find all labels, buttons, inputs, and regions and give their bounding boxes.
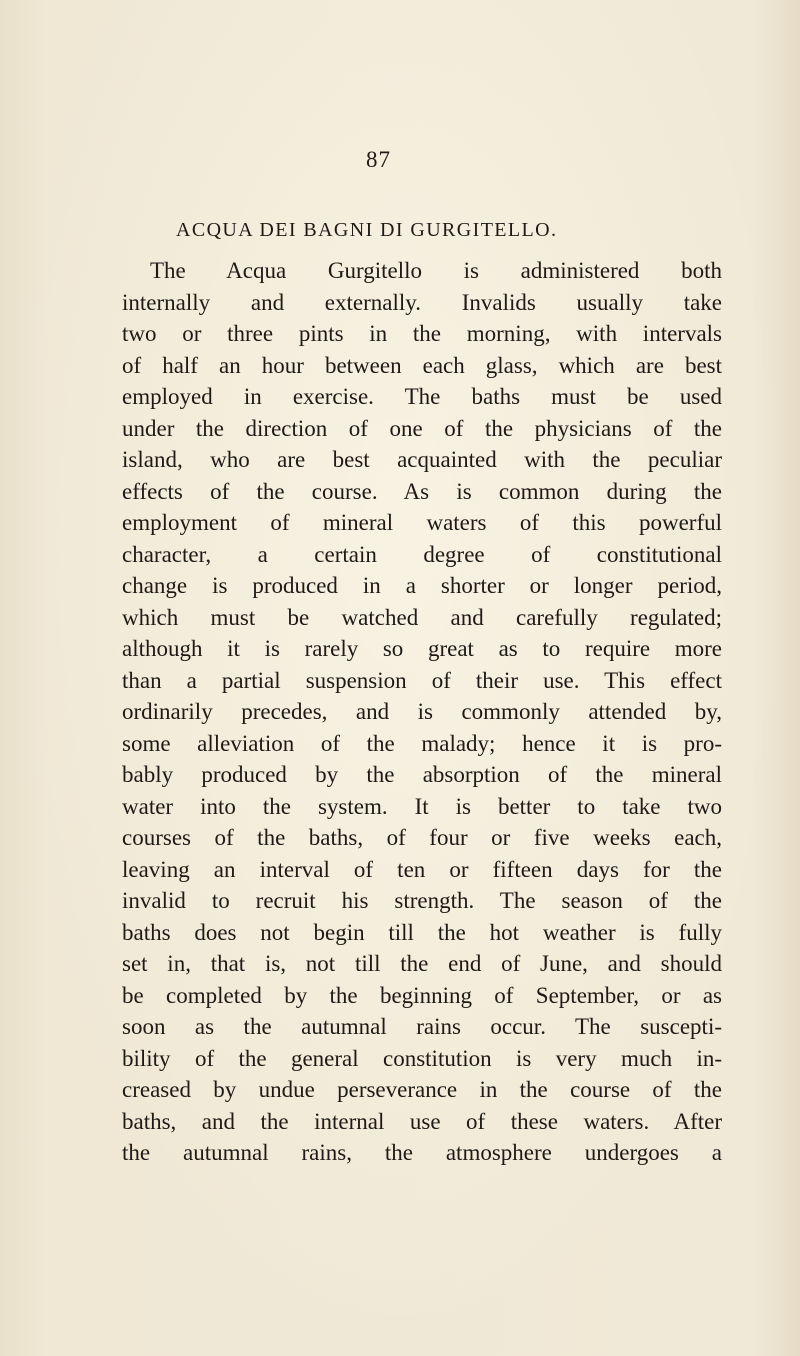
text-line: two or three pints in the morning, with intervals xyxy=(122,321,722,346)
page-number: 87 xyxy=(366,147,391,172)
text-line: bility of the general constitution is very much in- xyxy=(122,1045,722,1071)
text-line: bably produced by the absorption of the mineral xyxy=(122,762,722,787)
text-line: of half an hour between each glass, which are best xyxy=(122,352,722,378)
text-line: courses of the baths, of four or five weeks each, xyxy=(122,825,722,850)
text-line: some alleviation of the malady; hence it is pro- xyxy=(122,730,722,756)
text-line: the autumnal rains, the atmosphere undergoes a xyxy=(122,1140,722,1165)
text-line: employment of mineral waters of this powerful xyxy=(122,510,722,535)
body-paragraph xyxy=(122,255,722,1169)
text-line: be completed by the beginning of September, or as xyxy=(122,982,722,1008)
text-line: which must be watched and carefully regulated; xyxy=(122,604,722,630)
text-line: under the direction of one of the physicians of the xyxy=(122,415,722,441)
text-line: baths, and the internal use of these waters. After xyxy=(122,1108,722,1134)
text-line: effects of the course. As is common during the xyxy=(122,478,722,504)
text-line: character, a certain degree of constitutional xyxy=(122,541,722,567)
text-line: water into the system. It is better to take two xyxy=(122,793,722,819)
text-line: soon as the autumnal rains occur. The suscepti- xyxy=(122,1014,722,1039)
text-line: The Acqua Gurgitello is administered both xyxy=(150,258,722,283)
text-line: employed in exercise. The baths must be used xyxy=(122,384,722,409)
text-line: baths does not begin till the hot weather is fully xyxy=(122,919,722,945)
section-heading: ACQUA DEI BAGNI DI GURGITELLO. xyxy=(176,219,558,241)
text-line: ordinarily precedes, and is commonly attended by, xyxy=(122,699,722,724)
text-line: island, who are best acquainted with the peculiar xyxy=(122,447,722,472)
text-line: than a partial suspension of their use. This effect xyxy=(122,667,722,693)
text-line: invalid to recruit his strength. The season of the xyxy=(122,888,722,913)
text-line: change is produced in a shorter or longer period, xyxy=(122,573,722,598)
text-line: creased by undue perseverance in the course of the xyxy=(122,1077,722,1102)
text-line: leaving an interval of ten or fifteen days for the xyxy=(122,856,722,882)
text-line: set in, that is, not till the end of June, and should xyxy=(122,951,722,976)
text-line: although it is rarely so great as to require more xyxy=(122,636,722,661)
text-line: internally and externally. Invalids usually take xyxy=(122,289,722,315)
